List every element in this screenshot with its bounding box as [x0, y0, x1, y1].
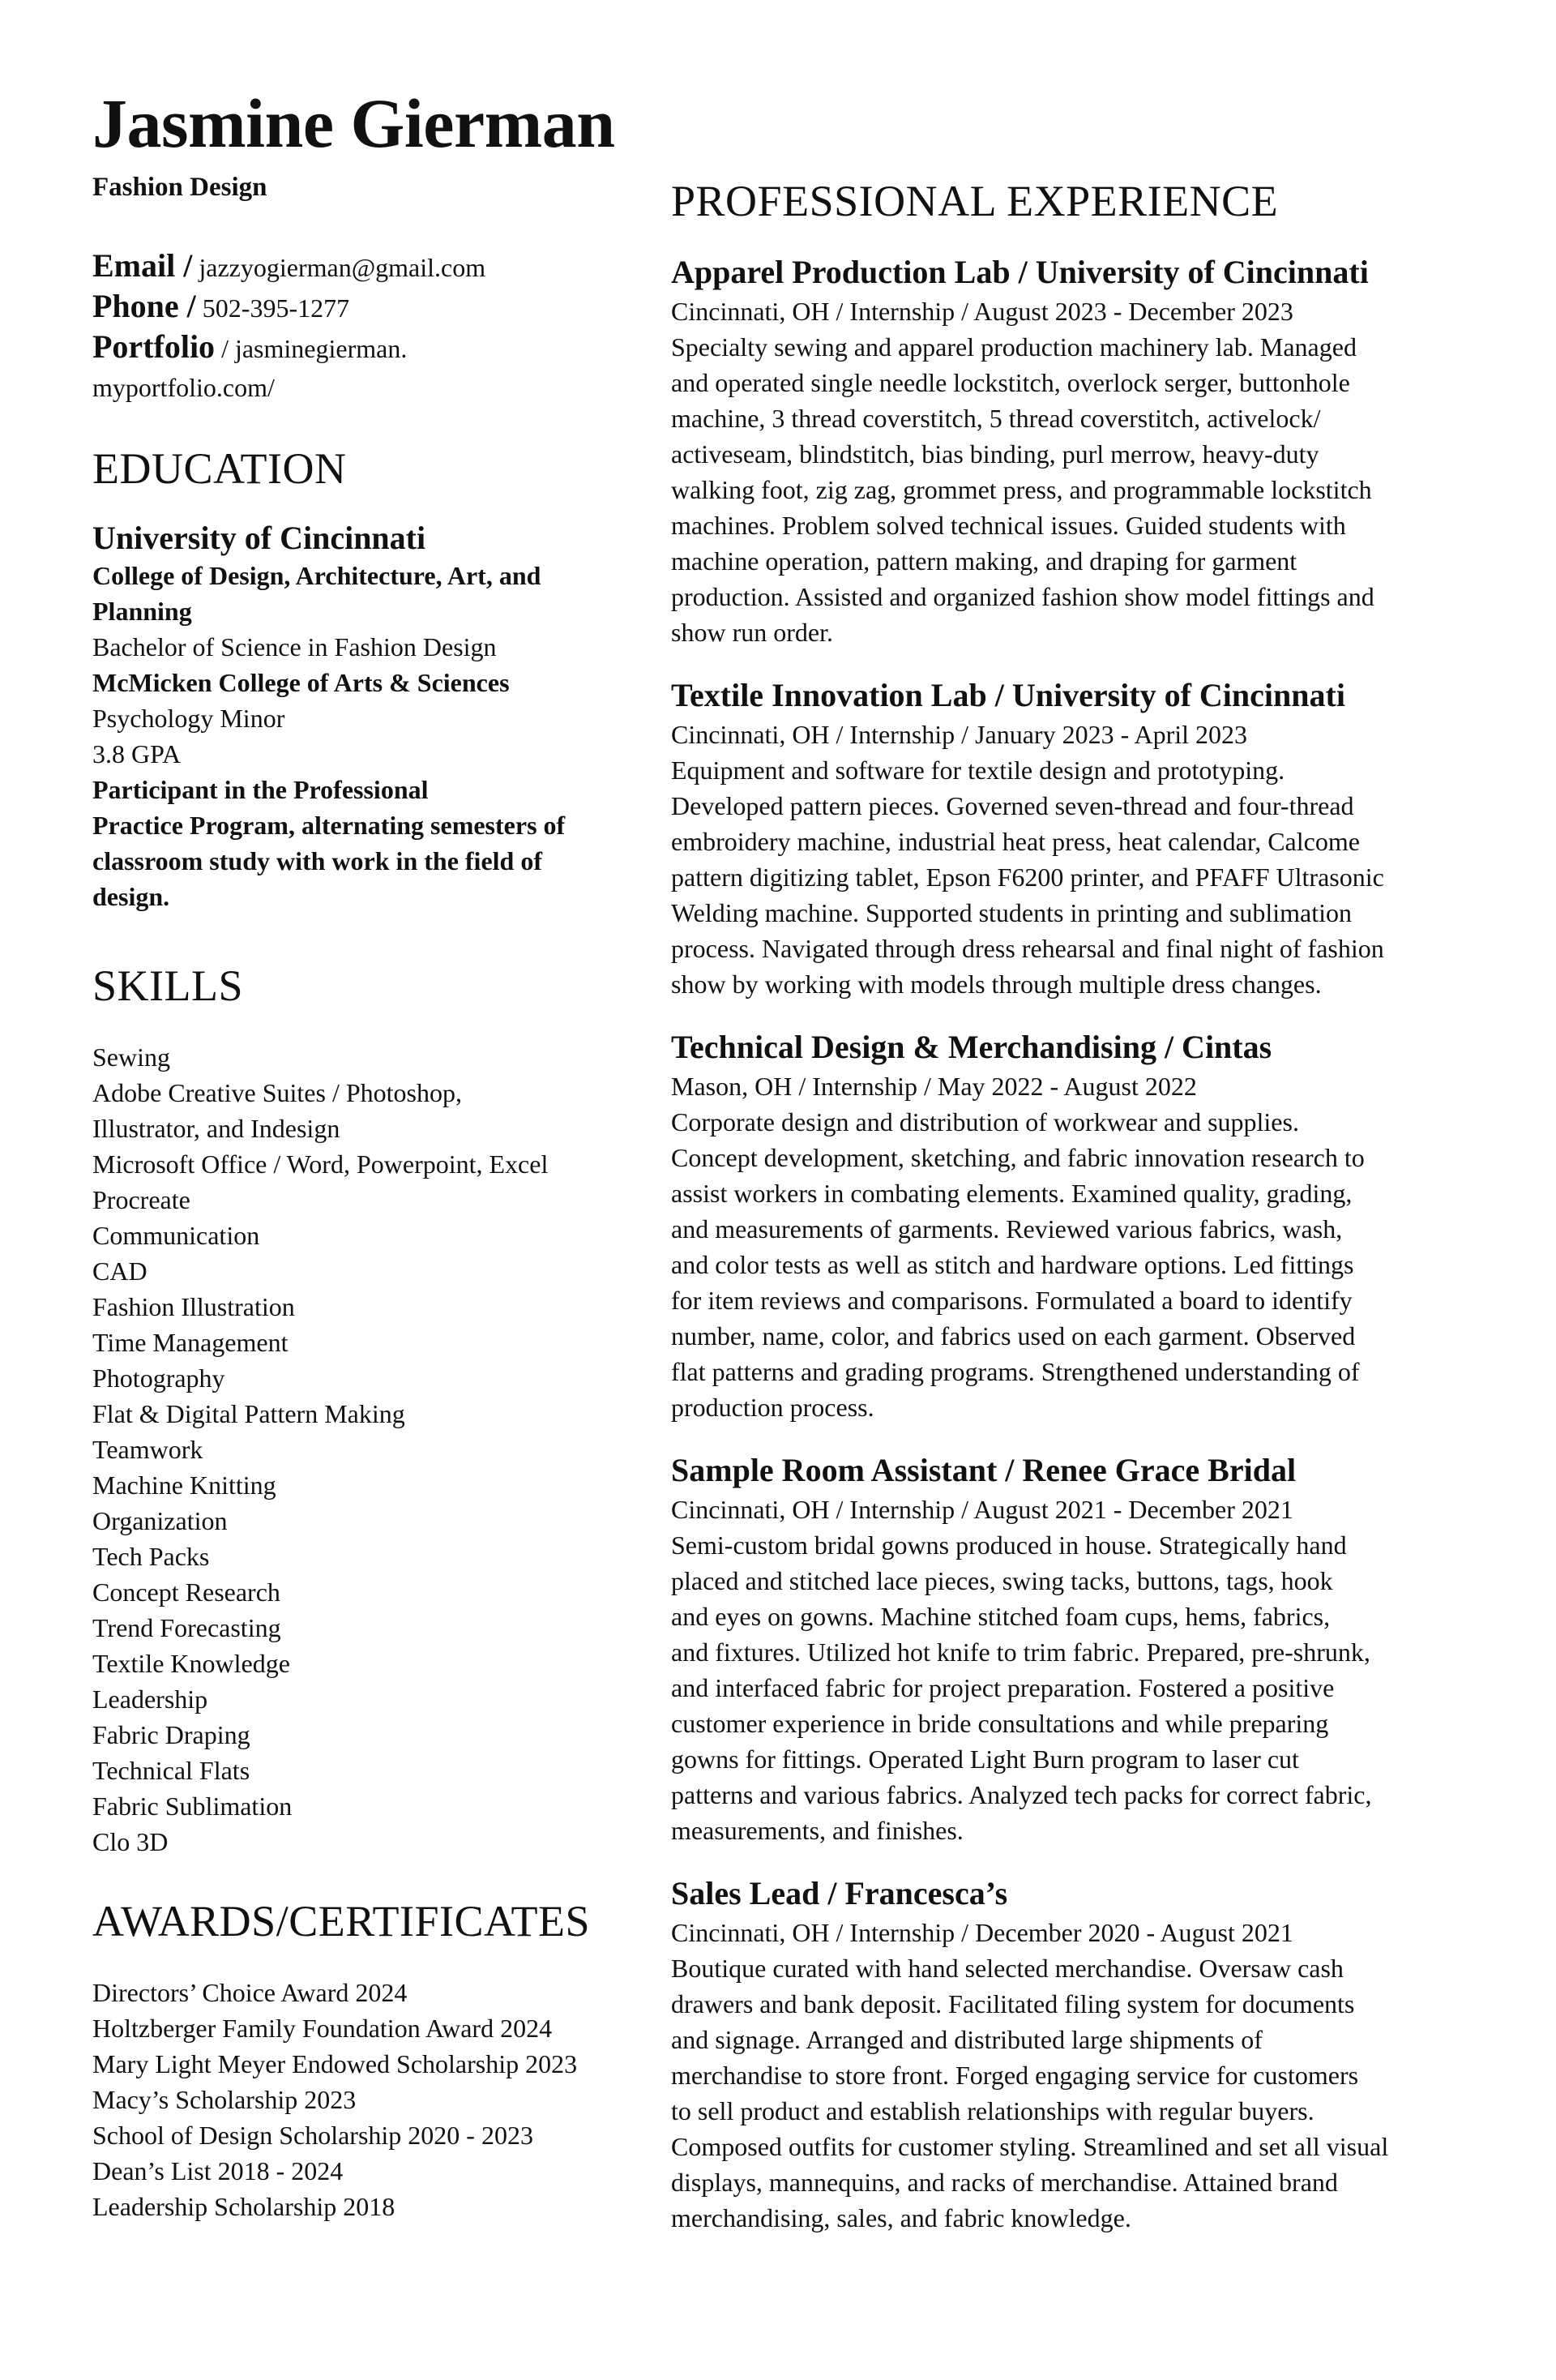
skill-item: Trend Forecasting: [92, 1613, 281, 1642]
job-title: Sales Lead / Francesca’s: [671, 1875, 1008, 1911]
job-description-line: gowns for fittings. Operated Light Burn program to laser cut: [671, 1744, 1299, 1774]
job-description-line: production. Assisted and organized fashion show model fittings and: [671, 582, 1374, 611]
email-label: Email /: [92, 247, 193, 284]
phone-value: 502-395-1277: [202, 293, 350, 323]
education-line: Psychology Minor: [92, 704, 285, 733]
portfolio-url-part-2: myportfolio.com/: [92, 373, 275, 402]
candidate-title: Fashion Design: [92, 173, 267, 202]
education-line: classroom study with work in the field of: [92, 846, 542, 875]
job-description-line: show run order.: [671, 618, 833, 647]
skill-item: Time Management: [92, 1328, 289, 1357]
job-description-line: machines. Problem solved technical issues. Guided students with: [671, 511, 1346, 540]
job-description-line: machine, 3 thread coverstitch, 5 thread coverstitch, activelock/: [671, 404, 1321, 433]
job-meta: Cincinnati, OH / Internship / December 2020 - August 2021: [671, 1918, 1293, 1947]
skill-item: Clo 3D: [92, 1827, 169, 1856]
job-entry: [671, 1026, 1490, 1425]
job-description-line: walking foot, zig zag, grommet press, and programmable lockstitch: [671, 475, 1372, 504]
job-description-line: Equipment and software for textile design and prototyping.: [671, 756, 1285, 785]
education-line: Participant in the Professional: [92, 775, 429, 804]
education-line: 3.8 GPA: [92, 739, 182, 768]
job-entry: [671, 251, 1490, 650]
contact-portfolio: [92, 327, 643, 368]
award-item: Dean’s List 2018 - 2024: [92, 2156, 344, 2185]
award-item: Leadership Scholarship 2018: [92, 2192, 395, 2221]
skill-item: Photography: [92, 1363, 225, 1393]
education-details: [92, 558, 643, 914]
job-description-line: and eyes on gowns. Machine stitched foam cups, hems, fabrics,: [671, 1602, 1331, 1631]
skill-item: Adobe Creative Suites / Photoshop,: [92, 1078, 462, 1107]
awards-list: [92, 1975, 643, 2224]
job-description-line: placed and stitched lace pieces, swing tacks, buttons, tags, hook: [671, 1566, 1333, 1595]
job-meta: Cincinnati, OH / Internship / August 2021 - December 2021: [671, 1495, 1293, 1524]
award-item: Macy’s Scholarship 2023: [92, 2085, 357, 2114]
job-description-line: show by working with models through multiple dress changes.: [671, 970, 1322, 999]
job-description-line: to sell product and establish relationships with regular buyers.: [671, 2096, 1314, 2125]
job-title: Technical Design & Merchandising / Cintas: [671, 1029, 1272, 1065]
experience-list: [671, 251, 1490, 2236]
job-description-line: patterns and various fabrics. Analyzed tech packs for correct fabric,: [671, 1780, 1372, 1809]
job-description-line: flat patterns and grading programs. Strengthened understanding of: [671, 1357, 1360, 1386]
skill-item: Flat & Digital Pattern Making: [92, 1399, 405, 1428]
email-value: jazzyogierman@gmail.com: [199, 253, 486, 282]
skills-section: [92, 960, 643, 1860]
candidate-name: Jasmine Gierman: [92, 84, 615, 162]
skill-item: Procreate: [92, 1185, 190, 1214]
job-description-line: process. Navigated through dress rehearsal and final night of fashion: [671, 934, 1384, 963]
skill-item: Organization: [92, 1506, 228, 1535]
skills-list: [92, 1039, 643, 1860]
skill-item: CAD: [92, 1256, 147, 1286]
job-description-line: for item reviews and comparisons. Formulated a board to identify: [671, 1286, 1353, 1315]
award-item: Directors’ Choice Award 2024: [92, 1978, 408, 2007]
skills-heading: SKILLS: [92, 961, 244, 1010]
job-description-line: embroidery machine, industrial heat press, heat calendar, Calcome: [671, 827, 1360, 856]
job-entry: [671, 674, 1490, 1002]
phone-label: Phone /: [92, 288, 196, 324]
education-line: College of Design, Architecture, Art, and: [92, 561, 541, 590]
job-description-line: and interfaced fabric for project preparation. Fostered a positive: [671, 1673, 1335, 1702]
job-description-line: displays, mannequins, and racks of merchandise. Attained brand: [671, 2168, 1338, 2197]
education-section: [92, 443, 643, 914]
job-description-line: Semi-custom bridal gowns produced in house. Strategically hand: [671, 1530, 1347, 1560]
job-description-line: merchandise to store front. Forged engaging service for customers: [671, 2061, 1359, 2090]
skill-item: Sewing: [92, 1042, 170, 1072]
contact-email: [92, 246, 643, 287]
skill-item: Illustrator, and Indesign: [92, 1114, 340, 1143]
job-title: Textile Innovation Lab / University of Cincinnati: [671, 677, 1345, 713]
contact-phone: [92, 287, 643, 327]
contact-info: [92, 246, 643, 407]
job-description-line: and fixtures. Utilized hot knife to trim fabric. Prepared, pre-shrunk,: [671, 1637, 1370, 1667]
job-title: Sample Room Assistant / Renee Grace Bridal: [671, 1452, 1297, 1488]
skill-item: Concept Research: [92, 1577, 280, 1607]
job-description-line: drawers and bank deposit. Facilitated filing system for documents: [671, 1989, 1355, 2018]
skill-item: Textile Knowledge: [92, 1649, 290, 1678]
job-description-line: Welding machine. Supported students in printing and sublimation: [671, 898, 1352, 927]
education-heading: EDUCATION: [92, 444, 347, 493]
job-description-line: and color tests as well as stitch and hardware options. Led fittings: [671, 1250, 1354, 1279]
school-name: University of Cincinnati: [92, 520, 426, 556]
job-description-line: production process.: [671, 1393, 874, 1422]
job-description-line: Composed outfits for customer styling. Streamlined and set all visual: [671, 2132, 1389, 2161]
left-column: [92, 79, 643, 2224]
skill-item: Fabric Draping: [92, 1720, 250, 1749]
job-description-line: customer experience in bride consultations and while preparing: [671, 1709, 1329, 1738]
job-meta: Cincinnati, OH / Internship / August 2023 - December 2023: [671, 297, 1293, 326]
job-description-line: merchandising, sales, and fabric knowledge.: [671, 2203, 1131, 2232]
skill-item: Microsoft Office / Word, Powerpoint, Excel: [92, 1149, 549, 1179]
award-item: Holtzberger Family Foundation Award 2024: [92, 2014, 553, 2043]
job-meta: Cincinnati, OH / Internship / January 2023 - April 2023: [671, 720, 1248, 749]
education-line: design.: [92, 882, 170, 911]
portfolio-url-part-1: jasminegierman.: [234, 334, 408, 363]
education-line: Practice Program, alternating semesters of: [92, 811, 566, 840]
experience-heading: PROFESSIONAL EXPERIENCE: [671, 177, 1279, 225]
job-description-line: and signage. Arranged and distributed large shipments of: [671, 2025, 1263, 2054]
job-description-line: measurements, and finishes.: [671, 1816, 964, 1845]
skill-item: Tech Packs: [92, 1542, 210, 1571]
job-meta: Mason, OH / Internship / May 2022 - August 2022: [671, 1072, 1197, 1101]
job-description-line: and operated single needle lockstitch, overlock serger, buttonhole: [671, 368, 1350, 397]
job-description-line: machine operation, pattern making, and draping for garment: [671, 546, 1297, 576]
job-description-line: Developed pattern pieces. Governed seven-thread and four-thread: [671, 791, 1354, 820]
awards-heading: AWARDS/CERTIFICATES: [92, 1897, 590, 1946]
skill-item: Communication: [92, 1221, 260, 1250]
job-description-line: number, name, color, and fabrics used on each garment. Observed: [671, 1321, 1356, 1351]
award-item: Mary Light Meyer Endowed Scholarship 2023: [92, 2049, 578, 2078]
job-description-line: assist workers in combating elements. Examined quality, grading,: [671, 1179, 1353, 1208]
skill-item: Fashion Illustration: [92, 1292, 295, 1321]
job-title: Apparel Production Lab / University of Cincinnati: [671, 254, 1369, 290]
job-description-line: Specialty sewing and apparel production machinery lab. Managed: [671, 332, 1357, 362]
skill-item: Fabric Sublimation: [92, 1791, 293, 1821]
awards-section: [92, 1895, 643, 2224]
skill-item: Machine Knitting: [92, 1470, 276, 1500]
education-line: Planning: [92, 597, 192, 626]
award-item: School of Design Scholarship 2020 - 2023: [92, 2121, 533, 2150]
right-column: [671, 175, 1490, 2260]
job-description-line: Boutique curated with hand selected merchandise. Oversaw cash: [671, 1954, 1344, 1983]
job-description-line: Concept development, sketching, and fabric innovation research to: [671, 1143, 1365, 1172]
skill-item: Technical Flats: [92, 1756, 250, 1785]
skill-item: Teamwork: [92, 1435, 203, 1464]
job-description-line: pattern digitizing tablet, Epson F6200 printer, and PFAFF Ultrasonic: [671, 863, 1384, 892]
job-entry: [671, 1449, 1490, 1848]
education-line: Bachelor of Science in Fashion Design: [92, 632, 497, 661]
job-description-line: activeseam, blindstitch, bias binding, purl merrow, heavy-duty: [671, 439, 1319, 469]
job-description-line: and measurements of garments. Reviewed various fabrics, wash,: [671, 1214, 1343, 1244]
job-description-line: Corporate design and distribution of workwear and supplies.: [671, 1107, 1299, 1136]
job-entry: [671, 1873, 1490, 2236]
skill-item: Leadership: [92, 1684, 208, 1714]
portfolio-separator: /: [221, 334, 229, 363]
education-line: McMicken College of Arts & Sciences: [92, 668, 510, 697]
portfolio-label: Portfolio: [92, 328, 216, 365]
